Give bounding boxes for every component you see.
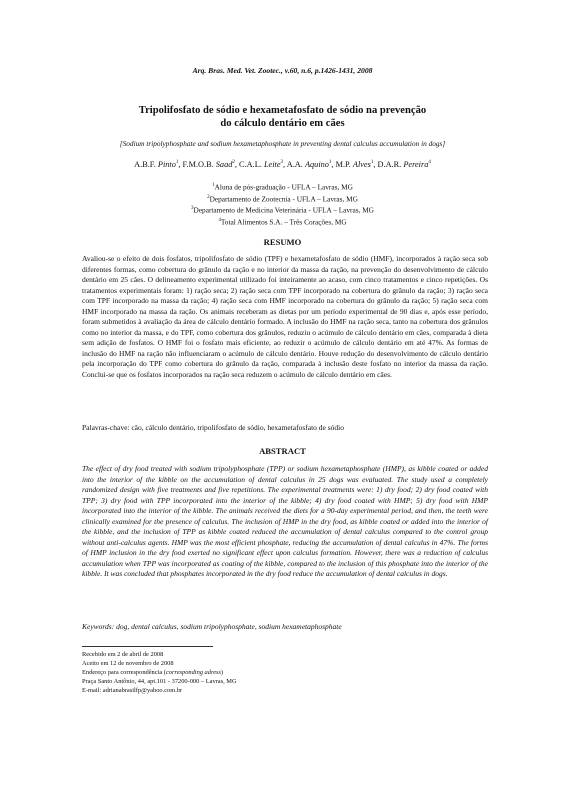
title-line-2: do cálculo dentário em cães: [220, 118, 345, 129]
correspondence-label: Endereço para correspondência (corresponding adress): [82, 668, 224, 676]
affiliation-4: $^4$Total Alimentos S.A. – Três Corações, MG: [218, 217, 347, 227]
correspondence-email[interactable]: E-mail: adrianabrasilfp@yahoo.com.br: [82, 686, 183, 694]
resumo-keywords: Palavras-chave: cão, cálculo dentário, tripolifosfato de sódio, hexametafosfato de sódio: [82, 423, 344, 432]
resumo-text: Avaliou-se o efeito de dois fosfatos, tripolifosfato de sódio (TPF) e hexametafosfato de sódio (HMF), incorporados à ração seca sob diferentes formas, como cobertura do grânulo da ração e no interior da massa da ração, na prevenção do desenvolvimento de cálculo dentário em 25 cães. O delineamento experimental utilizado foi inteiramente ao acaso, com cinco tratamentos e cinco repetições. Os tratamentos experimentais foram: 1) ração seca; 2) ração seca com TPF incorporado na cobertura do grânulo da ração; 3) ração seca com TPF incorporado na massa da ração; 4) ração seca com HMF incorporado na cobertura do grânulo da ração; 5) ração seca com HMF incorporado na massa da ração. Os animais receberam as dietas por um período experimental de 90 dias e, após esse período, foram submetidos à avaliação da área de cálculo dentário formado. A inclusão do HMF na ração seca, tanto na cobertura dos grânulos como no interior da massa, e do TPF, como cobertura dos grânulos, reduziu o acúmulo de cálculo dentário em cães, comparada à dieta sem adição de fosfatos. O HMF foi o fosfato mais eficiente, ao reduzir o acúmulo de cálculo dentário em até 47%. As formas de inclusão do HMF na ração não influenciaram o acúmulo de cálculo dentário. Houve redução do desenvolvimento de cálculo dentário pela incorporação do TPF como cobertura do grânulo da ração, comparada à inclusão deste fosfato no interior da massa da ração. Conclui-se que os fosfatos incorporados na ração seca reduzem o acúmulo de cálculo dentário em cães.: [82, 254, 488, 379]
author-6: D.A.R. Pereira$^4$: [377, 160, 431, 169]
journal-reference: Arq. Bras. Med. Vet. Zootec., v.60, n.6, p.1426-1431, 2008: [192, 66, 373, 75]
english-title: [Sodium tripolyphosphate and sodium hexametaphosphate in preventing dental calculus accumulation in dogs]: [119, 139, 446, 148]
abstract-text: The effect of dry food treated with sodium tripolyphosphate (TPP) or sodium hexametaphosphate (HMP), as kibble coated or added into the interior of the kibble on the accumulation of dental calculus in 25 dogs was evaluated. The study used a completely randomized design with five treatments and five repetitions. The experimental treatments were: 1) dry food; 2) dry food coated with TPP; 3) dry food with TPP incorporated into the interior of the kibble; 4) dry food coated with HMP; 5) dry food with HMP incorporated into the interior of the kibble. The animals received the diets for a 90-day experimental period, and then, the teeth were clinically examined for the presence of calculus. The inclusion of HMP in the dry food, as kibble coated or added into the interior of the kibble, and the inclusion of TPP as kibble coated reduced the accumulation of dental calculus compared to the control group without anti-calculus agents. HMP was the most efficient phosphate, reducing the accumulation of dental calculus in 47%. The forms of HMP inclusion in the dry food exerted no significant effect upon calculus formation. However, there was a reduction of calculus accumulation when TPP was incorporated as coating of the kibble, compared to the inclusion of this phosphate into the interior of the kibble. It was concluded that phosphates incorporated in the dry food reduce the accumulation of dental calculus in dogs.: [82, 464, 488, 578]
author-1: A.B.F. Pinto$^1$,: [134, 160, 183, 169]
title-line-1: Tripolifosfato de sódio e hexametafosfato de sódio na prevenção: [138, 105, 427, 116]
author-4: A.A. Aquino$^1$,: [286, 160, 336, 169]
footnote: [82, 651, 488, 696]
author-2: F.M.O.B. Saad$^2$,: [182, 160, 240, 169]
author-3: C.A.L. Leite$^3$,: [239, 160, 287, 169]
affiliation-1: $^1$Aluna de pós-graduação - UFLA – Lavras, MG: [212, 182, 353, 192]
footnote-divider: [82, 646, 213, 647]
author-5: M.P. Alves$^1$,: [335, 160, 378, 169]
abstract-heading: ABSTRACT: [259, 446, 306, 456]
correspondence-address: Praça Santo Antônio, 44, apt.101 - 37200-000 – Lavras, MG: [82, 677, 237, 685]
affiliation-2: $^2$Departamento de Zootecnia - UFLA – Lavras, MG: [207, 194, 358, 204]
received-date: Recebido em 2 de abril de 2008: [82, 651, 164, 658]
resumo-heading: RESUMO: [263, 237, 302, 247]
accepted-date: Aceito em 12 de novembro de 2008: [82, 659, 174, 667]
affiliation-list: [0, 181, 565, 228]
affiliation-3: $^3$Departamento de Medicina Veterinária - UFLA – Lavras, MG: [191, 205, 374, 215]
author-list: [30, 160, 535, 169]
abstract-keywords: Keywords: dog, dental calculus, sodium tripolyphosphate, sodium hexametaphosphate: [82, 622, 342, 631]
article-title: [60, 104, 505, 130]
